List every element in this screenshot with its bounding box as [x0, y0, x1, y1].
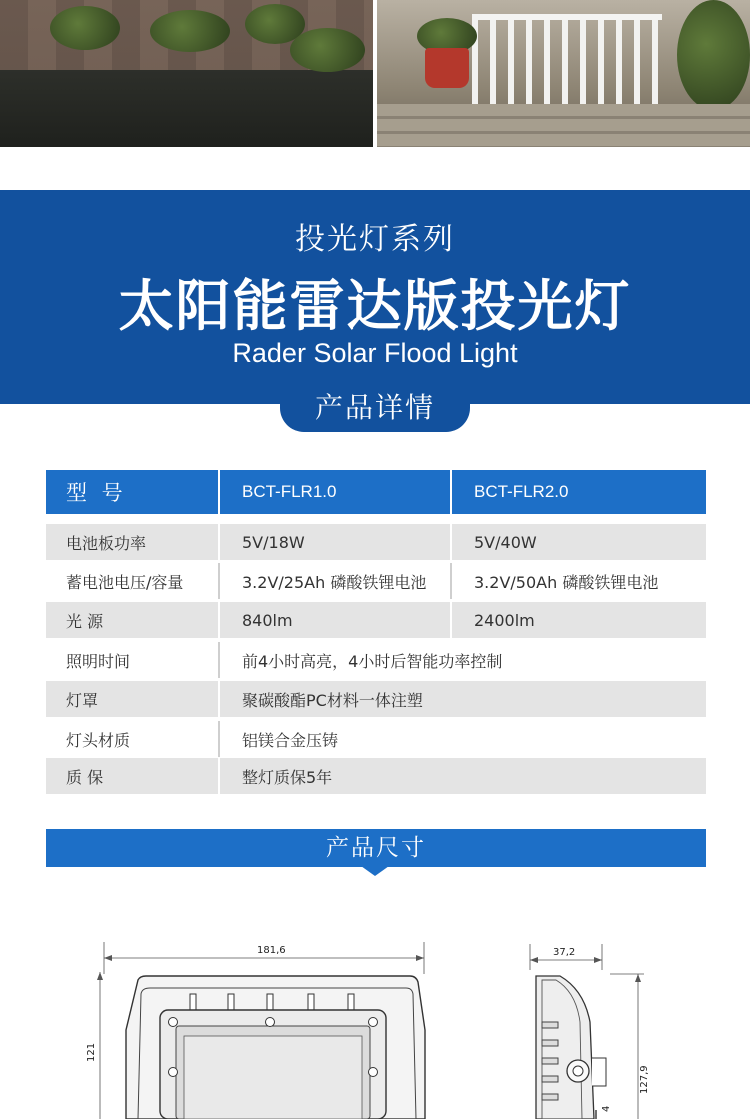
product-title-en: Rader Solar Flood Light — [232, 338, 518, 368]
row-label: 光 源 — [66, 611, 104, 631]
row-value-1: 3.2V/25Ah 磷酸铁锂电池 — [242, 572, 427, 592]
table-row — [46, 524, 706, 560]
side-height-label: 127,9 — [639, 1065, 650, 1094]
flower-pot — [425, 48, 469, 88]
row-label: 灯罩 — [66, 690, 99, 710]
table-row — [46, 563, 706, 599]
product-title: 太阳能雷达版投光灯 — [118, 274, 632, 338]
tree — [677, 0, 750, 110]
row-value: 前4小时高亮，4小时后智能功率控制 — [242, 651, 503, 671]
porch-photo — [377, 0, 750, 147]
series-subtitle: 投光灯系列 — [295, 222, 455, 257]
front-height-label: 121 — [86, 1042, 97, 1062]
row-value: 聚碳酸酯PC材料一体注塑 — [242, 690, 423, 710]
table-row — [46, 602, 706, 638]
hero-photos — [0, 0, 750, 147]
model-2: BCT-FLR2.0 — [474, 482, 569, 501]
row-value: 整灯质保5年 — [242, 767, 333, 787]
row-value-1: 5V/18W — [242, 532, 305, 552]
side-width-label: 37,2 — [553, 947, 576, 958]
row-label: 质 保 — [66, 767, 104, 787]
table-row — [46, 681, 706, 717]
spec-table-header — [46, 470, 706, 514]
table-row — [46, 642, 706, 678]
side-small-label: 4 — [601, 1105, 612, 1112]
title-banner — [0, 190, 750, 404]
model-1: BCT-FLR1.0 — [242, 482, 337, 501]
row-value-2: 2400lm — [474, 610, 535, 630]
front-view-drawing — [80, 930, 450, 1119]
model-label: 型 号 — [66, 481, 127, 505]
row-value: 铝镁合金压铸 — [242, 730, 339, 750]
row-value-2: 3.2V/50Ah 磷酸铁锂电池 — [474, 572, 659, 592]
row-label: 电池板功率 — [66, 533, 147, 553]
row-label: 照明时间 — [66, 651, 131, 671]
night-yard-photo — [0, 0, 373, 147]
row-value-1: 840lm — [242, 610, 293, 630]
section-arrow — [361, 866, 389, 876]
details-tab: 产品详情 — [280, 384, 470, 432]
dimensions-section-title: 产品尺寸 — [46, 829, 706, 867]
row-value-2: 5V/40W — [474, 532, 537, 552]
shrub — [50, 6, 120, 50]
row-label: 蓄电池电压/容量 — [66, 572, 184, 592]
table-row — [46, 721, 706, 757]
porch-steps — [377, 104, 750, 147]
porch-railing — [472, 14, 662, 104]
shrub — [290, 28, 365, 72]
table-row — [46, 758, 706, 794]
row-label: 灯头材质 — [66, 730, 131, 750]
shrub — [150, 10, 230, 52]
lawn — [0, 70, 373, 147]
front-width-label: 181,6 — [257, 945, 286, 956]
